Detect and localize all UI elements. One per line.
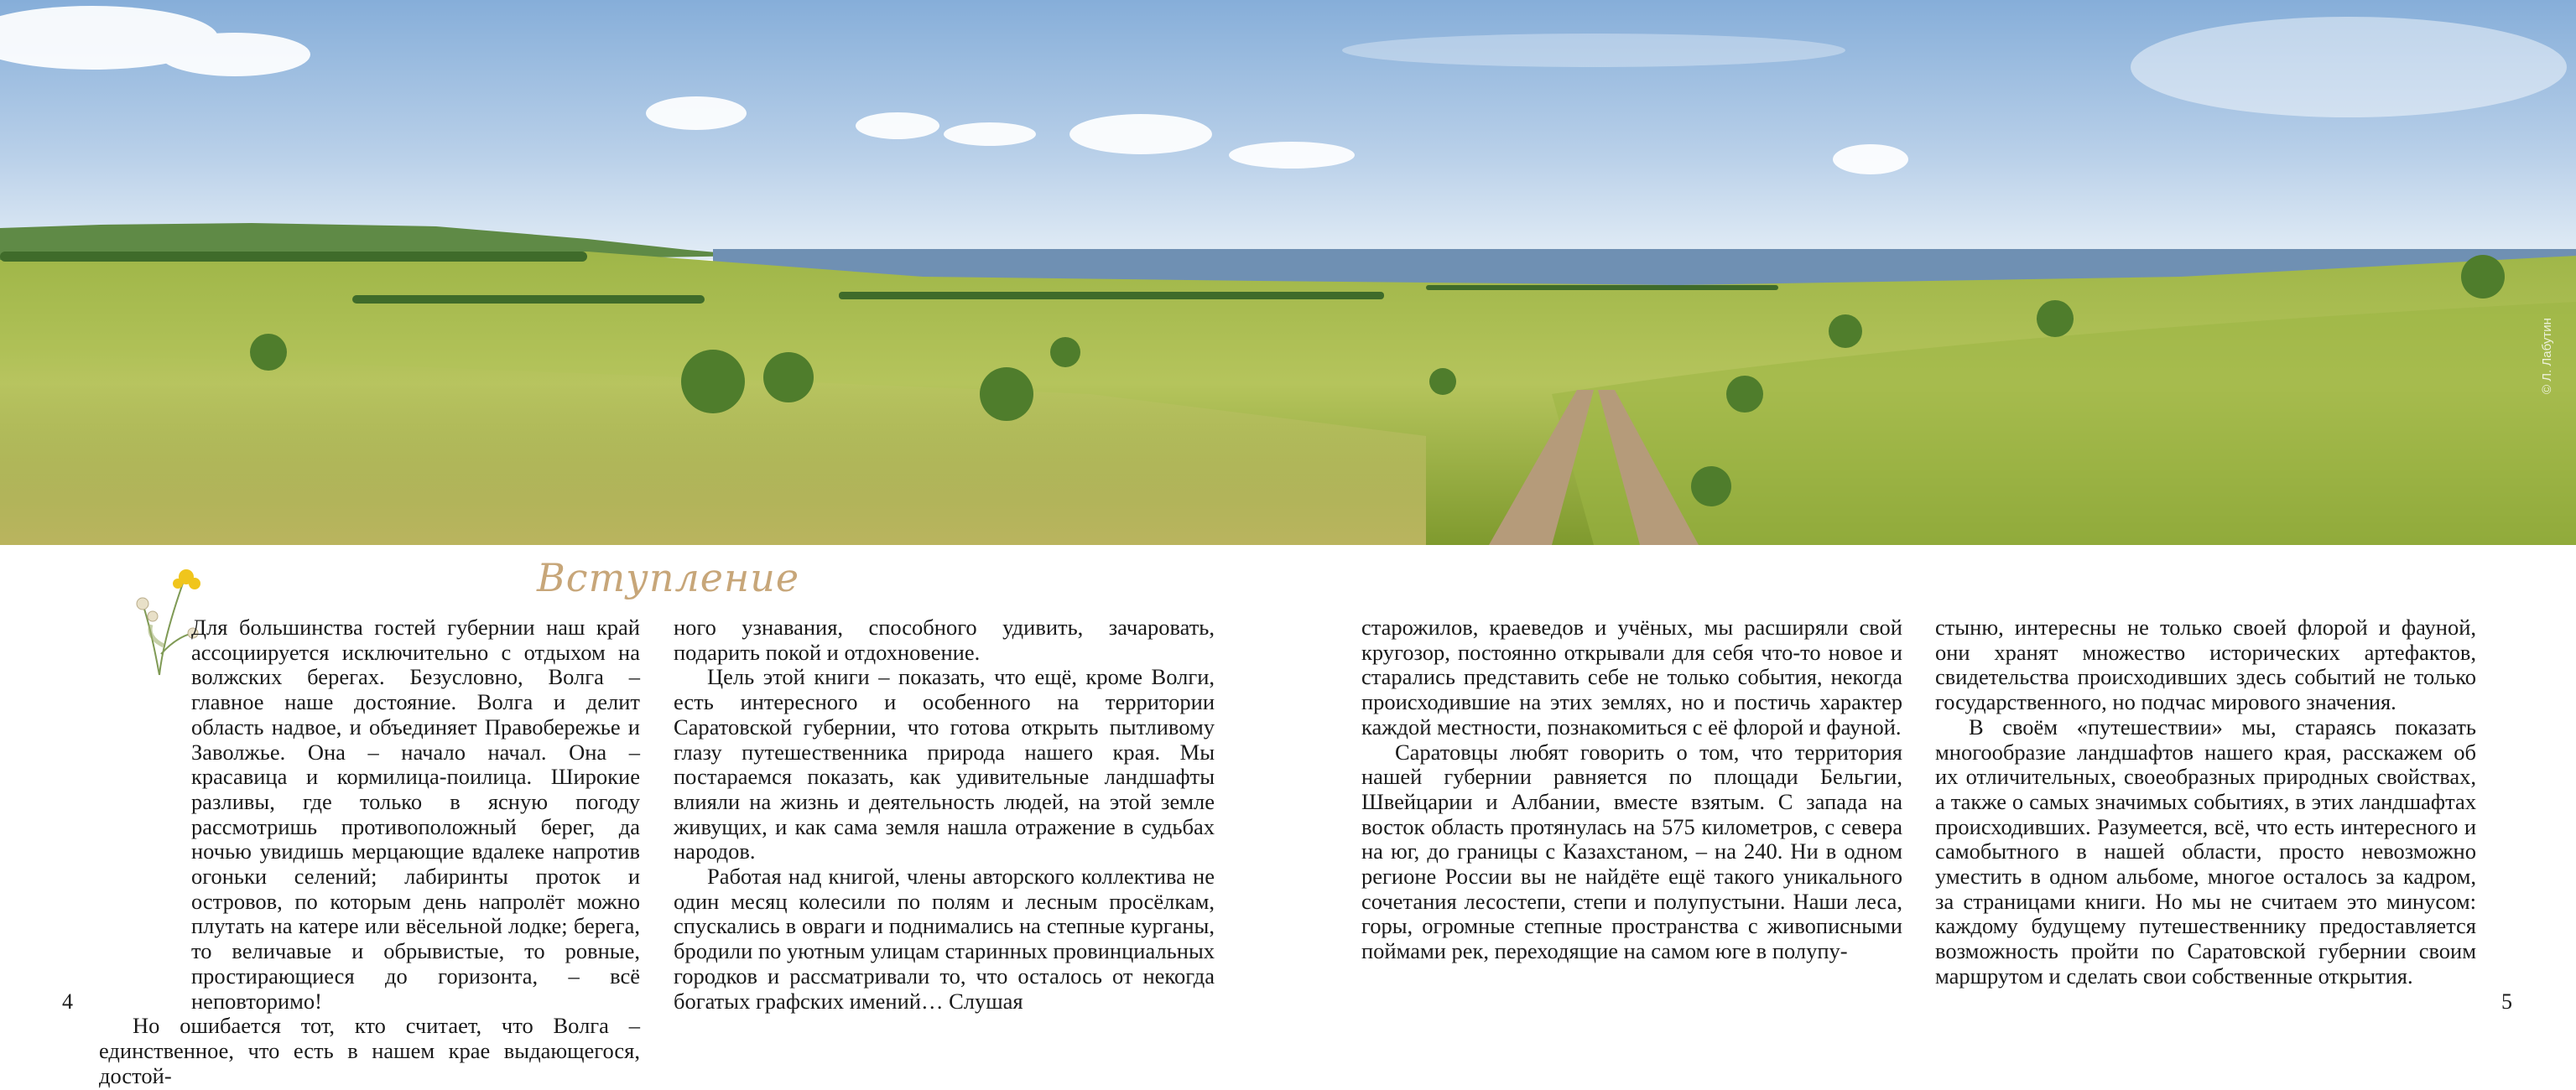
paragraph: Работая над книгой, члены авторского коллектива не один месяц колесили по полям и лесным просёлкам, спускались в овраги и поднимались на степные курганы, бродили по уютным улицам старинных провинциальных городков и рассматривали то, что осталось от некогда богатых графских имений… Слушая bbox=[674, 864, 1215, 1014]
text-column-1 bbox=[99, 615, 640, 1088]
paragraph: Но ошибается тот, кто считает, что Волга – единственное, что есть в нашем крае выдающегося, достой- bbox=[99, 1013, 640, 1088]
paragraph: стыню, интересны не только своей флорой и фауной, они хранят множество исторических артефактов, свидетельства происходивших здесь событий не только государственного, но подчас мирового значения. bbox=[1935, 615, 2476, 715]
paragraph: старожилов, краеведов и учёных, мы расширяли свой кругозор, постоянно открывали для себя что-то новое и старались представить себе не только события, некогда происходившие на этих землях, но и постичь характер каждой местности, познакомиться с её флорой и фауной. bbox=[1361, 615, 1902, 740]
paragraph: В своём «путешествии» мы, стараясь показать многообразие ландшафтов нашего края, расскажем об их отличительных, своеобразных природных свойствах, а также о самых значимых событиях, в этих ландшафтах происходивших. Разумеется, всё, что есть интересного и самобытного в нашей области, просто невозможно уместить в одном альбоме, многое осталось за кадром, за страницами книги. Но мы не считаем это минусом: каждому будущему путешественнику предоставляется возможность пройти по Саратовской губернии своим маршрутом и сделать свои собственные открытия. bbox=[1935, 714, 2476, 989]
paragraph: Саратовцы любят говорить о том, что территория нашей губернии равняется по площади Бельгии, Швейцарии и Албании, вместе взятым. С запада на восток область протянулась на 575 километров, с севера на юг, до границы с Казахстаном, – на 240. Ни в одном регионе России вы не найдёте ещё такого уникального сочетания лесостепи, степи и полупустыни. Наши леса, горы, огромные степные пространства с живописными поймами рек, переходящие на самом юге в полупу- bbox=[1361, 739, 1902, 964]
page-number-left: 4 bbox=[62, 989, 73, 1014]
section-title: Вступление bbox=[537, 555, 800, 600]
text-column-4 bbox=[1935, 615, 2476, 989]
photo-credit: © Л. Лабутин bbox=[2540, 318, 2554, 394]
paragraph: Цель этой книги – показать, что ещё, кроме Волги, есть интересного и особенного на территории Саратовской губернии, что готова открыть пытливому глазу путешественника природа нашего края. Мы постараемся показать, как удивительные ландшафты влияли на жизнь и деятельность людей, на этой земле живущих, и как сама земля нашла отражение в судьбах народов. bbox=[674, 664, 1215, 864]
paragraph: ного узнавания, способного удивить, зачаровать, подарить покой и отдохновение. bbox=[674, 615, 1215, 665]
text-column-2 bbox=[674, 615, 1215, 1014]
text-column-3 bbox=[1361, 615, 1902, 964]
paragraph: Для большинства гостей губернии наш край ассоциируется исключительно с отдыхом на волжских берегах. Безусловно, Волга – главное наше достояние. Волга и делит область надвое, и объединяет Правобережье и Заволжье. Она – начало начал. Она – красавица и кормилица-поилица. Широкие разливы, где только в ясную погоду рассмотришь противоположный берег, да ночью увидишь мерцающие вдалеке напротив огоньки селений; лабиринты проток и островов, по которым день напролёт можно плутать на катере или вёсельной лодке; берега, то величавые и обрывистые, то ровные, простирающиеся до горизонта, – всё неповторимо! bbox=[191, 615, 640, 1014]
page-number-right: 5 bbox=[2501, 989, 2512, 1014]
